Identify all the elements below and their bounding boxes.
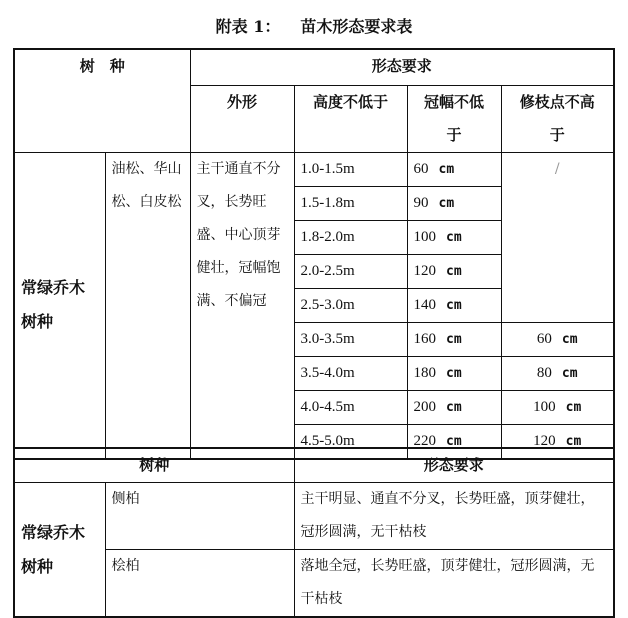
crown-cell: [407, 220, 501, 254]
unit: cm: [446, 229, 462, 245]
group-label: 常绿乔木树种: [14, 483, 105, 618]
height-cell: 4.0-4.5m: [294, 390, 407, 424]
prune-value: 60: [536, 330, 552, 347]
prune-na-cell: /: [501, 152, 614, 322]
height-cell: 3.5-4.0m: [294, 356, 407, 390]
crown-value: 220: [413, 432, 436, 449]
crown-cell: [407, 390, 501, 424]
species-cell: 油松、华山松、白皮松: [105, 152, 190, 459]
table-row: [14, 152, 614, 186]
prune-value: 80: [536, 364, 552, 381]
prune-value: 100: [533, 398, 556, 415]
crown-value: 160: [413, 330, 436, 347]
height-cell: 2.5-3.0m: [294, 288, 407, 322]
unit: cm: [446, 399, 462, 415]
unit: cm: [561, 331, 578, 347]
title-label: 附表 1：: [215, 17, 281, 36]
shape-cell: 主干通直不分叉，长势旺盛、中心顶芽健壮，冠幅饱满、不偏冠: [190, 152, 294, 459]
crown-value: 200: [413, 398, 436, 415]
crown-cell: [407, 322, 501, 356]
unit: cm: [565, 399, 582, 415]
prune-cell: [501, 322, 614, 356]
header-species: 树种: [14, 448, 294, 483]
prune-value: 120: [533, 432, 556, 449]
group-label: 常绿乔木树种: [14, 152, 105, 459]
crown-value: 90: [413, 194, 429, 211]
unit: cm: [438, 161, 455, 177]
unit: cm: [446, 331, 462, 347]
cypress-requirements-table: [13, 447, 615, 618]
header-requirements: 形态要求: [190, 49, 614, 85]
page-title: [0, 14, 628, 37]
unit: cm: [565, 433, 582, 449]
prune-cell: [501, 356, 614, 390]
unit: cm: [561, 365, 578, 381]
header-species: 树 种: [14, 49, 190, 152]
header-prune: 修枝点不高于: [501, 85, 614, 152]
height-cell: 1.5-1.8m: [294, 186, 407, 220]
unit: cm: [446, 365, 462, 381]
height-cell: 2.0-2.5m: [294, 254, 407, 288]
crown-value: 140: [413, 296, 436, 313]
species-cell: 桧柏: [105, 550, 294, 618]
species-cell: 侧柏: [105, 483, 294, 550]
height-cell: 1.8-2.0m: [294, 220, 407, 254]
height-cell: 1.0-1.5m: [294, 152, 407, 186]
crown-cell: [407, 356, 501, 390]
crown-cell: [407, 288, 501, 322]
title-text: 苗木形态要求表: [300, 17, 413, 36]
unit: cm: [438, 195, 455, 211]
unit: cm: [446, 433, 462, 449]
crown-cell: [407, 186, 501, 220]
requirements-cell: 落地全冠，长势旺盛，顶芽健壮，冠形圆满，无干枯枝: [294, 550, 614, 618]
header-crown: 冠幅不低于: [407, 85, 501, 152]
crown-value: 100: [413, 228, 436, 245]
requirements-cell: 主干明显、通直不分叉，长势旺盛，顶芽健壮，冠形圆满，无干枯枝: [294, 483, 614, 550]
unit: cm: [446, 263, 462, 279]
crown-value: 120: [413, 262, 436, 279]
crown-cell: [407, 152, 501, 186]
crown-cell: [407, 254, 501, 288]
prune-cell: [501, 390, 614, 424]
height-cell: 3.0-3.5m: [294, 322, 407, 356]
header-height: 高度不低于: [294, 85, 407, 152]
crown-value: 60: [413, 160, 429, 177]
header-requirements: 形态要求: [294, 448, 614, 483]
seedling-requirements-table: [13, 48, 615, 460]
crown-value: 180: [413, 364, 436, 381]
unit: cm: [446, 297, 462, 313]
height-cell: 4.5-5.0m: [294, 424, 407, 459]
header-shape: 外形: [190, 85, 294, 152]
